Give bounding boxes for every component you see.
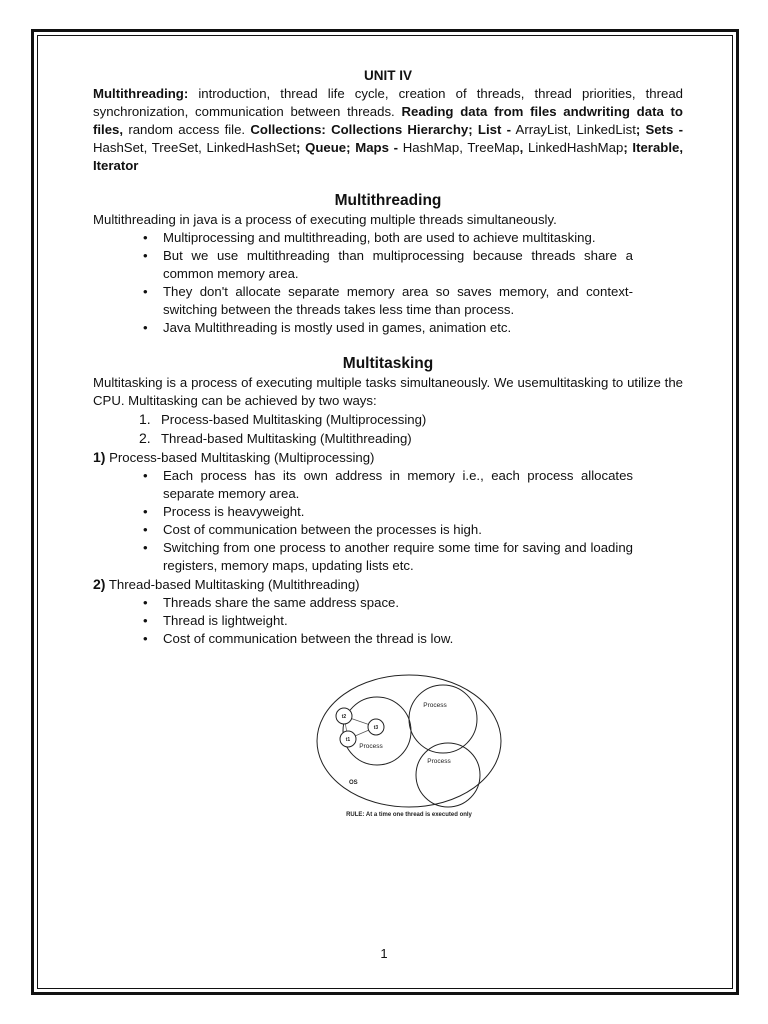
list-item: • They don't allocate separate memory area so saves memory, and context-switching between the threads takes less time than process. [163,283,633,319]
process-label: Process [359,743,383,750]
list-item: • Cost of communication between the processes is high. [163,521,633,539]
process-based-bullet-list [93,467,633,575]
os-label: OS [349,780,358,786]
process-circle [409,685,477,753]
list-item: • Cost of communication between the thread is low. [163,630,633,648]
thread-label: t3 [373,725,379,731]
list-item: • Thread is lightweight. [163,612,633,630]
unit-title: UNIT IV [363,68,412,83]
process-label: Process [423,702,447,709]
syllabus-term: , [519,140,524,155]
list-item: • Process is heavyweight. [163,503,633,521]
multithreading-intro: Multithreading in java is a process of executing multiple threads simultaneously. [93,212,557,227]
list-item: • Each process has its own address in memory i.e., each process allocates separate memory area. [163,467,633,503]
thread-based-heading: 2) Thread-based Multitasking (Multithreading) [93,576,360,592]
syllabus-term: Reading data from files andwriting data to files, [93,104,683,137]
list-item: • But we use multithreading than multiprocessing because threads share a common memory area. [163,247,633,283]
syllabus-term: ; Sets - [635,122,684,137]
syllabus-term: ; Queue; Maps - [295,140,399,155]
syllabus-term: Collections: Collections Hierarchy; List - [250,122,511,137]
document-body [93,68,683,648]
thread-label: t2 [341,714,347,720]
list-item: • Threads share the same address space. [163,594,633,612]
multitasking-ways-list [93,410,683,448]
multitasking-heading: Multitasking [342,355,434,372]
diagram-rule-caption: RULE: At a time one thread is executed only [346,812,472,818]
list-item: 1. Process-based Multitasking (Multiprocessing) [139,411,427,427]
process-based-heading: 1) Process-based Multitasking (Multiprocessing) [93,449,375,465]
process-label: Process [427,758,451,765]
syllabus-term: ; Iterable, Iterator [93,140,683,173]
list-item: • Java Multithreading is mostly used in games, animation etc. [163,319,633,337]
os-process-thread-diagram [314,673,504,823]
syllabus-paragraph: Multithreading: introduction, thread life cycle, creation of threads, thread priorities, thread synchronization, communication between threads. Reading data from files andwriting data to files, random access file. Collections: Collections Hierarchy; List - ArrayList, LinkedList; Sets - HashSet, TreeSet, LinkedHashSet; Queue; Maps - HashMap, TreeMap, LinkedHashMap; Iterable, Iterator [93,86,684,173]
multithreading-bullet-list [93,229,633,337]
multithreading-heading: Multithreading [334,192,442,209]
multitasking-intro: Multitasking is a process of executing multiple tasks simultaneously. We usemultitasking to utilize the CPU. Multitasking can be achieved by two ways: [93,375,683,408]
syllabus-term: Multithreading: [93,86,189,101]
list-item: • Multiprocessing and multithreading, both are used to achieve multitasking. [163,229,633,247]
thread-label: t1 [345,737,351,743]
list-item: • Switching from one process to another require some time for saving and loading registers, memory maps, updating lists etc. [163,539,633,575]
list-item: 2. Thread-based Multitasking (Multithreading) [139,430,412,446]
page-number: 1 [380,946,388,961]
thread-based-bullet-list [93,594,633,648]
